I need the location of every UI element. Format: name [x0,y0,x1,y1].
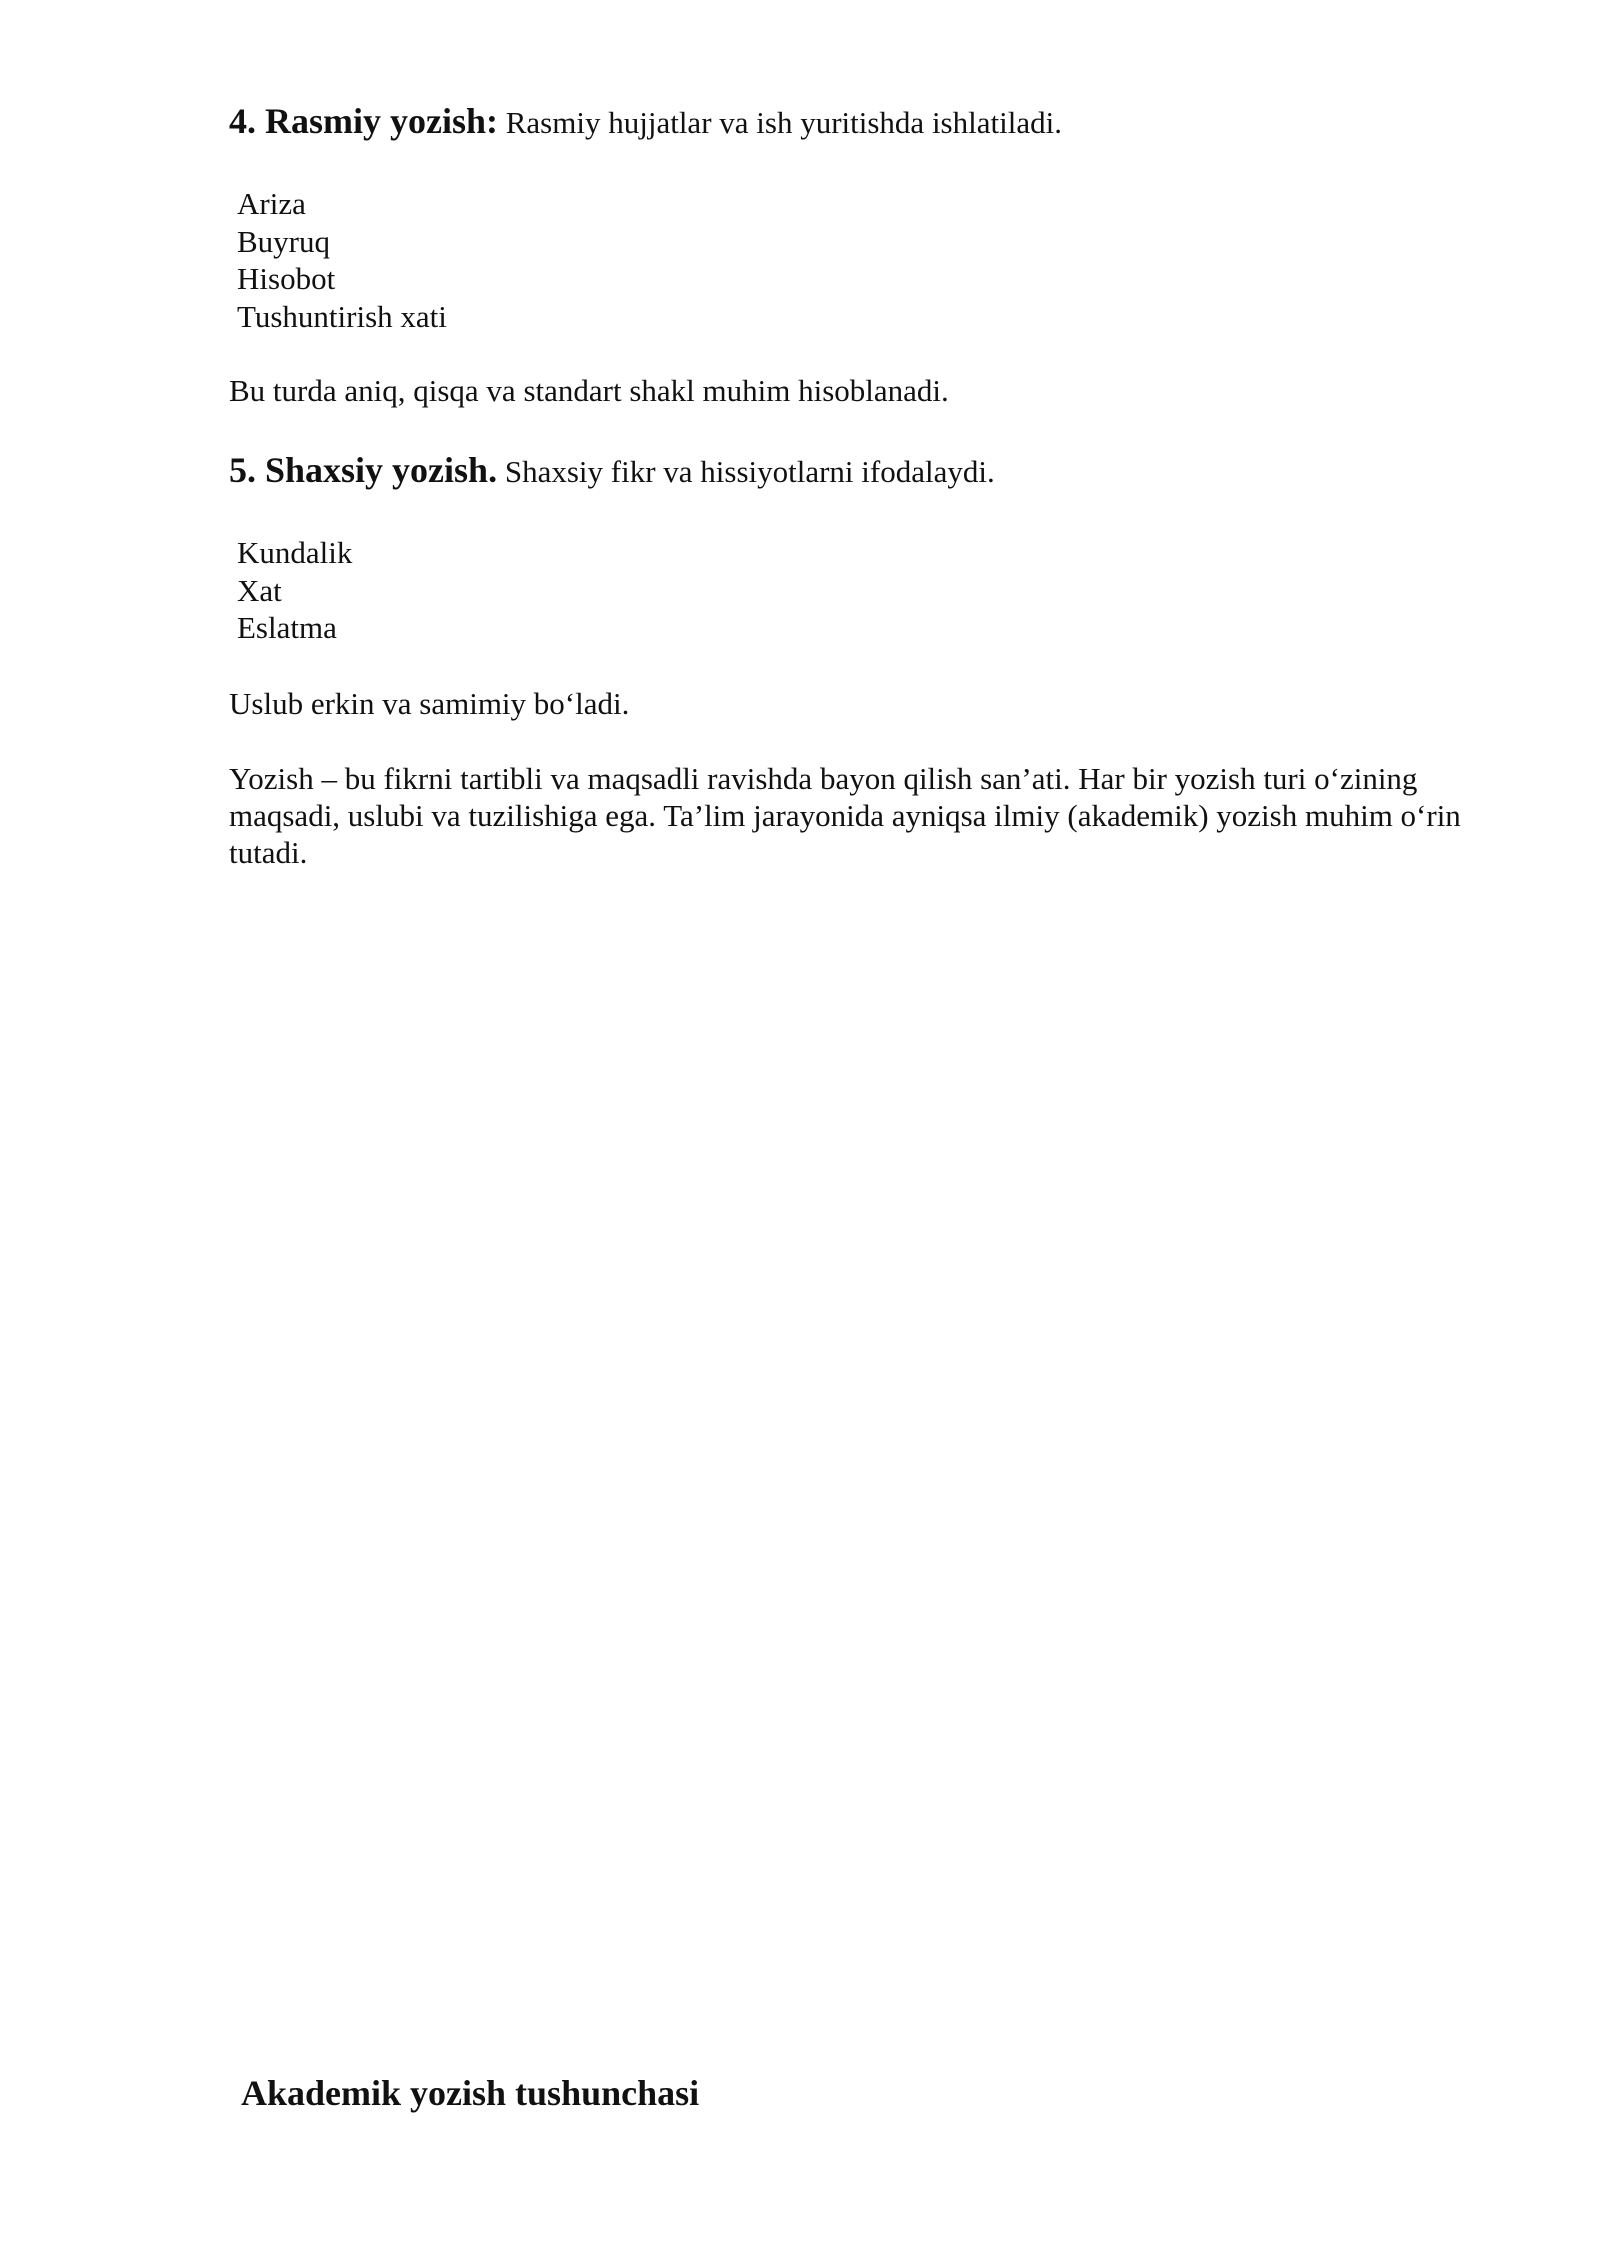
section-5-heading: 5. Shaxsiy yozish. [229,450,498,490]
section-5-list [237,534,352,647]
list-item: Eslatma [237,610,337,645]
section-5-description: Shaxsiy fikr va hissiyotlarni ifodalaydi. [504,454,995,489]
section-4-heading-line [229,103,1062,141]
section-4-description: Rasmiy hujjatlar va ish yuritishda ishlatiladi. [505,105,1062,140]
section-5-note: Uslub erkin va samimiy bo‘ladi. [229,686,630,721]
list-item: Xat [237,572,282,608]
list-item: Buyruq [237,223,330,259]
list-item: Ariza [237,186,306,221]
section-4-heading: 4. Rasmiy yozish: [229,101,498,141]
section-4-note: Bu turda aniq, qisqa va standart shakl muhim hisoblanadi. [229,373,949,408]
list-item: Tushuntirish xati [237,298,447,334]
section-4-list [237,185,447,335]
summary-paragraph: Yozish – bu fikrni tartibli va maqsadli ravishda bayon qilish san’ati. Har bir yozish turi o‘zining maqsadi, uslubi va tuzilishiga ega. Ta’lim jarayonida ayniqsa ilmiy (akademik) yozish muhim o‘rin tutadi. [229,761,1461,870]
section-title-academic-writing: Akademik yozish tushunchasi [241,2073,700,2113]
list-item: Hisobot [237,261,336,296]
list-item: Kundalik [237,535,353,570]
section-5-heading-line [229,452,995,490]
